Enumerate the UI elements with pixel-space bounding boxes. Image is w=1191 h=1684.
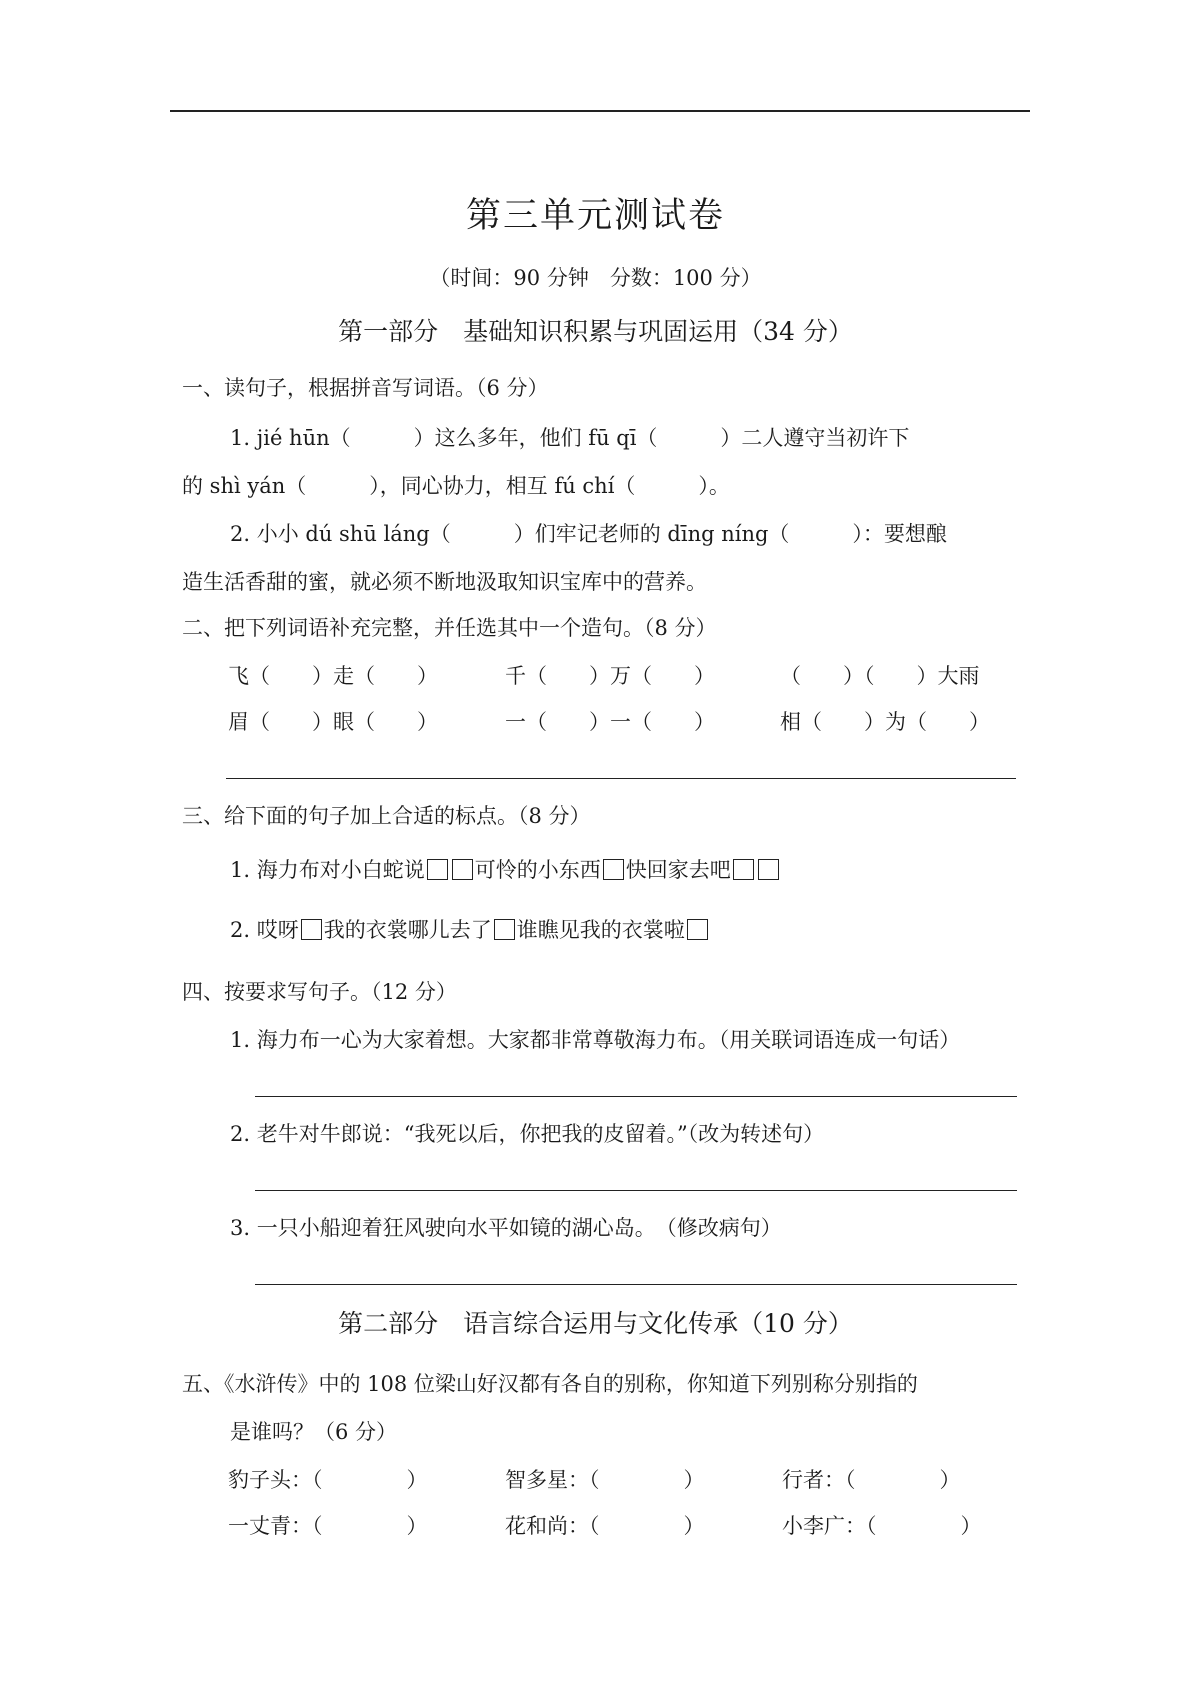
q5-item: 一丈青：（ ） bbox=[228, 1514, 428, 1538]
punctuation-box[interactable] bbox=[687, 919, 708, 940]
punctuation-box[interactable] bbox=[758, 859, 779, 880]
header-rule bbox=[170, 110, 1030, 112]
q2-heading: 二、把下列词语补充完整，并任选其中一个造句。（8 分） bbox=[182, 616, 717, 640]
q3-sentence-1 bbox=[230, 854, 781, 884]
q4-heading: 四、按要求写句子。（12 分） bbox=[182, 980, 457, 1004]
q3-s1-part: 快回家去吧 bbox=[625, 858, 731, 882]
q2-item: 一（ ）一（ ） bbox=[505, 710, 715, 734]
punctuation-box[interactable] bbox=[427, 859, 448, 880]
q5-item: 行者：（ ） bbox=[782, 1468, 961, 1492]
exam-title: 第三单元测试卷 bbox=[465, 196, 725, 236]
q4-item-2: 2. 老牛对牛郎说：“我死以后，你把我的皮留着。”（改为转述句） bbox=[230, 1122, 825, 1146]
q1-line4: 造生活香甜的蜜，就必须不断地汲取知识宝库中的营养。 bbox=[182, 570, 707, 594]
q4-answer-line-2[interactable] bbox=[255, 1190, 1017, 1191]
q2-answer-line[interactable] bbox=[226, 778, 1016, 779]
q5-item: 豹子头：（ ） bbox=[228, 1468, 428, 1492]
q5-item: 小李广：（ ） bbox=[782, 1514, 982, 1538]
punctuation-box[interactable] bbox=[603, 859, 624, 880]
part2-heading: 第二部分 语言综合运用与文化传承（10 分） bbox=[338, 1309, 853, 1338]
part1-heading: 第一部分 基础知识积累与巩固运用（34 分） bbox=[338, 317, 853, 346]
q2-item: 相（ ）为（ ） bbox=[780, 710, 990, 734]
q2-item: （ ）（ ）大雨 bbox=[780, 664, 980, 688]
punctuation-box[interactable] bbox=[301, 919, 322, 940]
q4-item-1: 1. 海力布一心为大家着想。大家都非常尊敬海力布。（用关联词语连成一句话） bbox=[230, 1028, 961, 1052]
q5-item: 智多星：（ ） bbox=[505, 1468, 705, 1492]
q3-s2-part: 2. 哎呀 bbox=[230, 918, 299, 942]
q4-answer-line-1[interactable] bbox=[255, 1096, 1017, 1097]
q4-answer-line-3[interactable] bbox=[255, 1284, 1017, 1285]
q1-line1: 1. jié hūn（ ）这么多年，他们 fū qī（ ）二人遵守当初许下 bbox=[230, 426, 910, 450]
q3-s2-part: 我的衣裳哪儿去了 bbox=[323, 918, 492, 942]
q1-line2: 的 shì yán（ ），同心协力，相互 fú chí（ ）。 bbox=[182, 474, 730, 498]
punctuation-box[interactable] bbox=[494, 919, 515, 940]
q5-heading-line1: 五、《水浒传》中的 108 位梁山好汉都有各自的别称，你知道下列别称分别指的 bbox=[182, 1372, 918, 1396]
q3-s2-part: 谁瞧见我的衣裳啦 bbox=[516, 918, 685, 942]
q2-item: 眉（ ）眼（ ） bbox=[228, 710, 438, 734]
exam-subtitle: （时间：90 分钟 分数：100 分） bbox=[429, 266, 762, 290]
q2-item: 飞（ ）走（ ） bbox=[228, 664, 438, 688]
punctuation-box[interactable] bbox=[733, 859, 754, 880]
q2-item: 千（ ）万（ ） bbox=[505, 664, 715, 688]
q3-sentence-2 bbox=[230, 914, 710, 944]
q5-item: 花和尚：（ ） bbox=[505, 1514, 705, 1538]
q3-heading: 三、给下面的句子加上合适的标点。（8 分） bbox=[182, 804, 591, 828]
q3-s1-part: 1. 海力布对小白蛇说 bbox=[230, 858, 425, 882]
q1-heading: 一、读句子，根据拼音写词语。（6 分） bbox=[182, 376, 549, 400]
q4-item-3: 3. 一只小船迎着狂风驶向水平如镜的湖心岛。 （修改病句） bbox=[230, 1216, 782, 1240]
q5-heading-line2: 是谁吗？（6 分） bbox=[230, 1420, 398, 1444]
q3-s1-part: 可怜的小东西 bbox=[474, 858, 601, 882]
q1-line3: 2. 小小 dú shū láng（ ）们牢记老师的 dīng níng（ ）：要想酿 bbox=[230, 522, 947, 546]
punctuation-box[interactable] bbox=[452, 859, 473, 880]
